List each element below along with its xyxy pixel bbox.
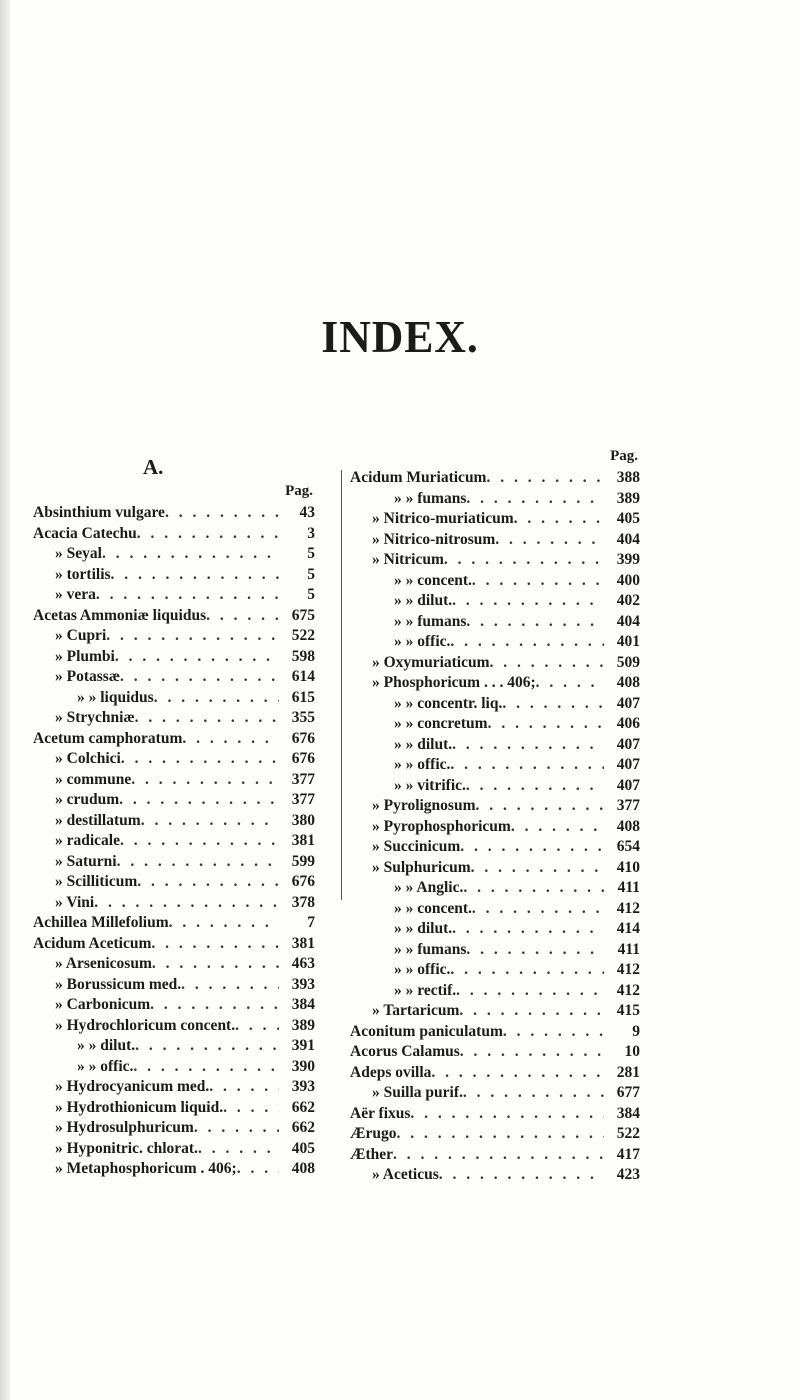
page-number: 407 (616, 694, 640, 712)
page-number: 411 (617, 940, 640, 958)
page-number: 406 (616, 715, 640, 732)
dot-leader (106, 626, 279, 647)
index-term: » Borussicum med. (55, 975, 182, 993)
index-term: » Pyrolignosum (372, 797, 476, 814)
dot-leader (96, 585, 279, 606)
index-term: » Phosphoricum . . . 406; (372, 674, 536, 691)
page-number: 676 (291, 873, 315, 890)
index-entry (33, 647, 315, 668)
index-entry (33, 811, 315, 832)
dot-leader (223, 1098, 279, 1119)
index-term: » Strychniæ (55, 709, 135, 726)
dot-leader (135, 708, 279, 729)
dot-leader (452, 591, 604, 612)
dot-leader (472, 899, 604, 920)
index-term: » Hydrocyanicum med. (55, 1078, 210, 1095)
index-entry (33, 975, 315, 996)
index-entry (350, 817, 640, 838)
index-entry (33, 524, 315, 545)
index-term: » » offic. (394, 756, 451, 773)
index-term: » Saturni (55, 852, 117, 870)
page-number: 378 (291, 893, 315, 911)
page-number: 5 (307, 545, 315, 562)
index-term: » » fumans (394, 612, 467, 630)
index-term: » Oxymuriaticum (372, 653, 490, 671)
index-term: » commune (55, 770, 132, 788)
dot-leader (466, 940, 604, 961)
dot-leader (514, 509, 604, 530)
index-entry (350, 981, 640, 1002)
index-entry (350, 1083, 640, 1104)
index-entry (350, 509, 640, 530)
index-term: » » rectif. (394, 981, 457, 999)
index-entry (33, 852, 315, 873)
index-entry (350, 960, 640, 981)
index-entry (33, 954, 315, 975)
dot-leader (472, 571, 604, 592)
index-entry (350, 919, 640, 940)
index-entry (350, 878, 640, 899)
index-term: » Nitrico-muriaticum (372, 510, 514, 527)
index-term: » Arsenicosum (55, 955, 152, 972)
page-number: 384 (291, 996, 315, 1013)
page-number: 402 (616, 592, 640, 609)
index-term: » » concentr. liq. (394, 694, 503, 712)
page-number: 404 (616, 530, 640, 548)
page-number: 675 (291, 606, 315, 624)
page-number: 380 (291, 811, 315, 829)
index-term: » Hydrosulphuricum (55, 1119, 194, 1136)
index-entry (33, 708, 315, 729)
dot-leader (495, 530, 604, 551)
index-term: Acorus Calamus (350, 1043, 460, 1060)
page-number: 393 (291, 975, 315, 993)
dot-leader (450, 960, 604, 981)
dot-leader (488, 714, 604, 735)
index-term: » Sulphuricum (372, 858, 471, 876)
page-number: 509 (616, 653, 640, 671)
index-entry (350, 632, 640, 653)
index-term: » » Anglic. (394, 879, 464, 896)
index-entry (33, 1057, 315, 1078)
dot-leader (235, 1016, 279, 1037)
index-entry (33, 790, 315, 811)
page-number: 43 (299, 504, 315, 521)
dot-leader (237, 1159, 279, 1180)
page-number: 400 (616, 571, 640, 589)
dot-leader (182, 729, 279, 750)
index-term: » Cupri (55, 627, 107, 644)
index-entry (350, 591, 640, 612)
page-number: 676 (291, 750, 315, 767)
page-number: 389 (616, 489, 640, 507)
page-number: 5 (307, 586, 315, 603)
dot-leader (152, 954, 279, 975)
page-number: 401 (616, 633, 640, 650)
index-term: Acetas Ammoniæ liquidus (33, 606, 207, 624)
index-entry (33, 565, 315, 586)
index-entry (33, 1139, 315, 1160)
page-number: 412 (616, 961, 640, 978)
page-number: 598 (291, 647, 315, 665)
index-entry (350, 550, 640, 571)
index-term: » » liquidus (77, 688, 154, 706)
index-entry (350, 1165, 640, 1186)
dot-leader (460, 837, 604, 858)
page-number: 7 (307, 914, 315, 931)
index-term: » » dilut. (394, 920, 453, 937)
dot-leader (397, 1124, 605, 1145)
index-entry (350, 755, 640, 776)
index-term: » » dilut. (77, 1037, 136, 1054)
index-term: » crudum (55, 791, 120, 808)
page-title: INDEX. (321, 311, 479, 362)
index-entry (350, 530, 640, 551)
dot-leader (490, 653, 604, 674)
dot-leader (135, 1036, 279, 1057)
dot-leader (117, 852, 279, 873)
dot-leader (111, 565, 279, 586)
page-number: 615 (291, 688, 315, 706)
index-term: » destillatum (55, 811, 141, 829)
index-column-right (350, 448, 640, 1186)
page-number: 399 (616, 551, 640, 568)
index-entry (33, 626, 315, 647)
index-entry (350, 714, 640, 735)
page-number: 412 (616, 981, 640, 999)
index-term: » Nitrico-nitrosum (372, 530, 496, 548)
index-entry (350, 1063, 640, 1084)
page-number: 381 (291, 832, 315, 849)
dot-leader (452, 735, 604, 756)
dot-leader (450, 755, 604, 776)
index-term: » » offic. (394, 961, 451, 978)
index-term: » » concent. (394, 571, 472, 589)
dot-leader (486, 468, 604, 489)
index-term: Absinthium vulgare (33, 504, 165, 521)
dot-leader (102, 544, 279, 565)
index-entry (350, 653, 640, 674)
dot-leader (141, 811, 279, 832)
page-number: 388 (616, 469, 640, 486)
dot-leader (511, 817, 604, 838)
index-term: » » dilut. (394, 592, 453, 609)
dot-leader (466, 612, 604, 633)
index-column-left (33, 455, 315, 1180)
page-number: 9 (632, 1022, 640, 1040)
index-term: » Succinicum (372, 838, 461, 855)
page-number: 381 (291, 934, 315, 952)
page-number: 599 (291, 852, 315, 870)
index-entry (350, 837, 640, 858)
page-number: 414 (616, 920, 640, 937)
index-entry (33, 934, 315, 955)
index-entry (33, 893, 315, 914)
index-entry (33, 749, 315, 770)
dot-leader (463, 1083, 604, 1104)
page-number: 654 (616, 838, 640, 855)
index-entry (33, 1118, 315, 1139)
dot-leader (466, 776, 604, 797)
page-number: 389 (291, 1016, 315, 1034)
index-term: » » concretum (394, 715, 488, 732)
page-number: 405 (616, 510, 640, 527)
index-entry (350, 1124, 640, 1145)
dot-leader (165, 503, 279, 524)
page-number: 3 (307, 524, 315, 542)
index-entry (33, 544, 315, 565)
index-entry (350, 735, 640, 756)
dot-leader (137, 872, 279, 893)
dot-leader (459, 1001, 604, 1022)
index-entry (33, 770, 315, 791)
page-number: 408 (616, 817, 640, 835)
page-number: 662 (291, 1119, 315, 1136)
index-entry (33, 913, 315, 934)
index-entry (350, 1001, 640, 1022)
page-number: 10 (624, 1043, 640, 1060)
dot-leader (194, 1118, 279, 1139)
index-term: » » dilut. (394, 735, 453, 753)
index-term: Acidum Muriaticum (350, 469, 487, 486)
index-entry (33, 606, 315, 627)
page-number: 393 (291, 1078, 315, 1095)
dot-leader (536, 673, 604, 694)
dot-leader (133, 1057, 279, 1078)
index-term: » tortilis (55, 565, 111, 583)
index-term: » vera (55, 586, 96, 603)
dot-leader (476, 796, 605, 817)
index-entry (350, 612, 640, 633)
index-entry (350, 1104, 640, 1125)
index-term: » Metaphosphoricum . 406; (55, 1160, 237, 1177)
index-term: » » offic. (77, 1057, 134, 1075)
index-entry (350, 858, 640, 879)
dot-leader (439, 1165, 604, 1186)
page-spine-shadow (0, 0, 10, 1400)
index-term: » Suilla purif. (372, 1084, 463, 1101)
index-term: » » vitrific. (394, 776, 466, 794)
index-term: » Pyrophosphoricum (372, 817, 511, 835)
index-entry (350, 489, 640, 510)
page-number: 676 (291, 729, 315, 747)
index-term: Aconitum paniculatum (350, 1022, 503, 1040)
dot-leader (154, 688, 279, 709)
dot-leader (115, 647, 279, 668)
index-term: » Carbonicum (55, 996, 151, 1013)
index-entry (350, 694, 640, 715)
index-entry (33, 872, 315, 893)
index-term: Achillea Millefolium (33, 914, 169, 931)
index-entry (350, 899, 640, 920)
dot-leader (131, 770, 279, 791)
index-entry (33, 585, 315, 606)
index-entry (350, 796, 640, 817)
page-number: 384 (616, 1104, 640, 1122)
dot-leader (503, 1022, 604, 1043)
index-entry (350, 571, 640, 592)
dot-leader (450, 632, 604, 653)
index-entry (33, 1036, 315, 1057)
page-number: 412 (616, 899, 640, 917)
page-number: 408 (616, 674, 640, 691)
index-term: » Vini (55, 893, 95, 911)
index-entry (33, 1077, 315, 1098)
page-number: 407 (616, 756, 640, 773)
page-number: 522 (291, 627, 315, 644)
index-term: » » fumans (394, 940, 467, 958)
page-number: 377 (616, 797, 640, 814)
page-column-header: Pag. (610, 448, 638, 464)
dot-leader (120, 667, 279, 688)
page-number: 662 (291, 1098, 315, 1116)
dot-leader (444, 550, 604, 571)
index-entries-left (33, 503, 315, 1180)
page-number: 410 (616, 858, 640, 876)
index-term: » radicale (55, 832, 120, 849)
dot-leader (410, 1104, 604, 1125)
index-entry (33, 831, 315, 852)
section-letter: A. (143, 455, 164, 479)
page-number: 377 (291, 770, 315, 788)
page-column-header: Pag. (285, 483, 313, 499)
index-term: » Potassæ (55, 668, 121, 685)
page-number: 463 (291, 955, 315, 972)
page-number: 415 (616, 1002, 640, 1019)
index-entry (33, 688, 315, 709)
page-number: 5 (307, 565, 315, 583)
index-term: » » offic. (394, 633, 451, 650)
page-number: 423 (616, 1166, 640, 1183)
index-term: Æther (350, 1145, 394, 1163)
dot-leader (169, 913, 279, 934)
dot-leader (393, 1145, 604, 1166)
page-number: 391 (291, 1037, 315, 1054)
index-term: Adeps ovilla (350, 1063, 432, 1081)
index-term: » » fumans (394, 489, 467, 507)
index-term: » Seyal (55, 545, 102, 562)
page-number: 411 (617, 879, 640, 896)
page-number: 407 (616, 735, 640, 753)
page-number: 405 (291, 1139, 315, 1157)
page-number: 355 (291, 709, 315, 726)
index-term: Acetum camphoratum (33, 729, 183, 747)
dot-leader (502, 694, 604, 715)
dot-leader (452, 919, 604, 940)
dot-leader (150, 995, 279, 1016)
dot-leader (206, 606, 279, 627)
dot-leader (181, 975, 279, 996)
dot-leader (209, 1077, 279, 1098)
page-number: 377 (291, 791, 315, 808)
dot-leader (120, 831, 279, 852)
index-term: » Hyponitric. chlorat. (55, 1139, 198, 1157)
index-entry (350, 468, 640, 489)
index-entry (350, 940, 640, 961)
dot-leader (463, 878, 604, 899)
page-number: 677 (616, 1084, 640, 1101)
page-number: 404 (616, 612, 640, 630)
index-entry (33, 503, 315, 524)
index-term: » Aceticus (372, 1166, 439, 1183)
page-number: 614 (291, 668, 315, 685)
page-number: 281 (616, 1063, 640, 1081)
index-term: » Hydrothionicum liquid. (55, 1098, 224, 1116)
index-term: » Nitricum (372, 551, 444, 568)
index-term: Aër fixus (350, 1104, 411, 1122)
dot-leader (431, 1063, 604, 1084)
page-number: 522 (616, 1125, 640, 1142)
index-term: » Colchici (55, 750, 121, 767)
index-entry (350, 1042, 640, 1063)
page-number: 408 (291, 1160, 315, 1177)
dot-leader (466, 489, 604, 510)
dot-leader (198, 1139, 279, 1160)
page-number: 390 (291, 1057, 315, 1075)
index-entry (33, 1016, 315, 1037)
index-entry (350, 776, 640, 797)
dot-leader (471, 858, 604, 879)
index-entries-right (350, 468, 640, 1186)
index-entry (33, 1159, 315, 1180)
dot-leader (94, 893, 279, 914)
dot-leader (151, 934, 279, 955)
index-entry (33, 729, 315, 750)
index-entry (33, 1098, 315, 1119)
index-term: Acacia Catechu (33, 524, 137, 542)
index-entry (33, 667, 315, 688)
index-entry (350, 1022, 640, 1043)
index-term: » Tartaricum (372, 1002, 460, 1019)
index-term: » Scilliticum (55, 873, 138, 890)
page-number: 407 (616, 776, 640, 794)
index-entry (350, 1145, 640, 1166)
dot-leader (119, 790, 279, 811)
index-entry (350, 673, 640, 694)
index-term: » Hydrochloricum concent. (55, 1016, 236, 1034)
column-divider (341, 470, 342, 900)
index-term: Ærugo (350, 1125, 397, 1142)
dot-leader (456, 981, 604, 1002)
dot-leader (460, 1042, 604, 1063)
index-term: » Plumbi (55, 647, 115, 665)
index-term: » » concent. (394, 899, 472, 917)
index-term: Acidum Aceticum (33, 934, 152, 952)
dot-leader (121, 749, 279, 770)
index-entry (33, 995, 315, 1016)
page-number: 417 (616, 1145, 640, 1163)
dot-leader (137, 524, 279, 545)
